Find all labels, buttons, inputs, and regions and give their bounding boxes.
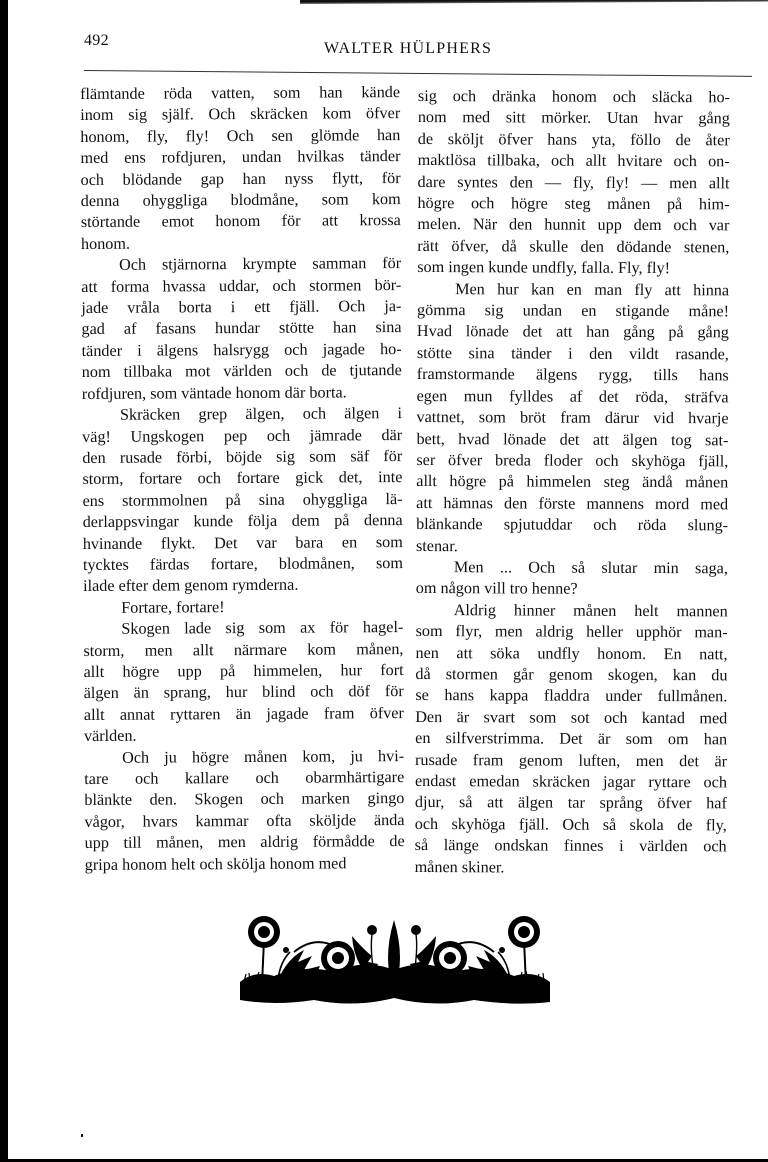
text-line: som flyr, men aldrig heller upphör man- <box>415 622 728 642</box>
text-line: nom med sitt mörker. Utan hvar gång <box>417 108 730 128</box>
text-line: nen att söka undfly honom. En natt, <box>415 643 728 663</box>
text-line: om någon vill tro henne? <box>415 579 578 599</box>
text-line: allt högre upp på himmelen, hur fort <box>83 661 404 681</box>
text-line: att forma hvassa uddar, och stormen bör- <box>81 275 402 296</box>
text-line: och blödande gap han nyss flytt, för <box>80 168 401 189</box>
text-line: älgen än sprang, hur blind och döf för <box>83 682 404 703</box>
right-column <box>415 86 730 879</box>
text-line: se hans kappa fladdra under fullmånen. <box>415 686 728 706</box>
text-line: tänder i älgens halsrygg och jagade ho- <box>81 339 402 360</box>
text-line: blänkande spjutuddar och röda slung- <box>416 515 729 535</box>
text-line: flämtande röda vatten, som han kände <box>80 83 401 103</box>
text-line: rusade fram genom luften, men det är <box>415 750 728 770</box>
text-line: blänkte den. Skogen och marken gingo <box>84 789 405 810</box>
text-line: allt annat ryttaren än jagade fram öfver <box>83 703 404 724</box>
text-line: högre och högre steg månen på him- <box>417 194 730 214</box>
text-line: så länge ondskan finnes i världen och <box>414 836 727 856</box>
text-line: Fortare, fortare! <box>121 597 225 617</box>
text-line: maktlösa tillbaka, och allt hvitare och on- <box>417 151 730 171</box>
header-rule <box>84 70 752 77</box>
text-line: vågor, hvars kammar ofta sköljde ända <box>84 810 405 831</box>
left-column <box>80 82 405 876</box>
text-line: som ingen kunde undfly, falla. Fly, fly! <box>417 258 671 278</box>
text-line: bett, hvad lönade det att älgen tog sat- <box>416 429 729 449</box>
dandelion-vignette-icon <box>234 900 554 1010</box>
text-line: djur, så att älgen tar språng öfver haf <box>414 793 727 813</box>
text-line: endast emedan skräcken jagar ryttare och <box>414 771 728 792</box>
text-line: att hämnas den förste mannens mord med <box>416 493 729 514</box>
text-line: de sköljt öfver hans yta, föllo de åter <box>417 129 730 150</box>
text-line: gad af fasans hundar stötte han sina <box>81 318 402 339</box>
text-line: upp till månen, men aldrig förmådde de <box>84 832 405 853</box>
text-line: storm, men allt närmare kom månen, <box>83 639 404 660</box>
text-line: egen mun fylldes af det röda, sträfva <box>416 386 729 407</box>
text-line: gömma sig undan en stigande måne! <box>416 301 730 321</box>
scan-edge-left <box>0 0 8 1162</box>
text-line: Och ju högre månen kom, ju hvi- <box>122 746 405 767</box>
text-line: Men ... Och så slutar min saga, <box>453 558 728 578</box>
text-line: denna ohyggliga blodmåne, som kom <box>80 190 401 211</box>
text-line: honom, fly, fly! Och sen glömde han <box>80 125 401 146</box>
text-line: Skräcken grep älgen, och älgen i <box>119 404 403 424</box>
text-line: Aldrig hinner månen helt mannen <box>453 600 728 621</box>
text-line: ser öfver breda floder och skyhöga fjäll, <box>416 450 729 471</box>
text-line: ilade efter dem genom rymderna. <box>83 576 299 596</box>
text-line: världen. <box>83 726 137 746</box>
text-line: rofdjuren, som väntade honom där borta. <box>81 383 347 403</box>
text-line: melen. När den hunnit upp dem och var <box>417 215 730 235</box>
scan-edge-top <box>300 0 768 4</box>
text-line: honom. <box>80 234 131 253</box>
text-line: storm, fortare och fortare gick det, inte <box>82 468 403 489</box>
text-line: väg! Ungskogen pep och jämrade där <box>82 425 403 446</box>
text-line: månen skiner. <box>414 857 505 877</box>
page-header <box>84 30 732 74</box>
text-line: framstormande älgens rygg, tills hans <box>416 365 729 385</box>
text-line: vattnet, som bröt fram därur vid hvarje <box>416 408 729 428</box>
text-line: stenar. <box>415 536 458 555</box>
text-line: störtande emot honom för att krossa <box>80 211 401 232</box>
text-line: stötte sina tänder i den vildt rasande, <box>416 343 729 364</box>
text-line: hvinande flykt. Det var bara en som <box>82 532 403 553</box>
text-line: derlappsvingar kunde följa dem på denna <box>82 511 403 532</box>
text-line: rätt öfver, då skulle den dödande stenen, <box>417 236 730 257</box>
text-line: den rusade förbi, böjde sig som säf för <box>82 446 403 467</box>
running-title: WALTER HÜLPHERS <box>323 40 493 57</box>
text-line: gripa honom helt och skölja honom med <box>84 854 347 874</box>
text-line: då stormen går genom skogen, kan du <box>415 664 728 685</box>
text-line: Skogen lade sig som ax för hagel- <box>121 618 404 638</box>
text-line: dare syntes den — fly, fly! — men allt <box>417 172 730 192</box>
text-line: tycktes färdas fortare, blodmånen, som <box>82 553 403 574</box>
page-number: 492 <box>84 32 109 49</box>
text-line: tare och kallare och obarmhärtigare <box>84 768 405 788</box>
text-line: sig och dränka honom och släcka ho- <box>417 86 730 107</box>
text-line: och skyhöga fjäll. Och så skola de fly, <box>414 814 727 835</box>
text-line: jade vråla borta i ett fjäll. Och ja- <box>81 297 402 318</box>
scan-speck <box>81 1134 83 1137</box>
text-line: en silfverstrimma. Det är som om han <box>415 729 728 749</box>
text-line: ens stormmolnen på sina ohyggliga lä- <box>82 489 403 510</box>
text-line: med ens rofdjuren, undan hvilkas tänder <box>80 147 401 168</box>
text-line: Hvad lönade det att han gång på gång <box>416 322 729 342</box>
text-line: Och stjärnorna krympte samman för <box>119 254 402 275</box>
text-line: Men hur kan en man fly att hinna <box>455 279 730 300</box>
text-line: nom tillbaka mot världen och de tjutande <box>81 361 402 382</box>
text-line: inom sig själf. Och skräcken kom öfver <box>80 104 401 125</box>
text-line: allt högre på himmelen steg ändå månen <box>416 472 729 492</box>
text-line: Den är svart som sot och kantad med <box>415 707 728 728</box>
